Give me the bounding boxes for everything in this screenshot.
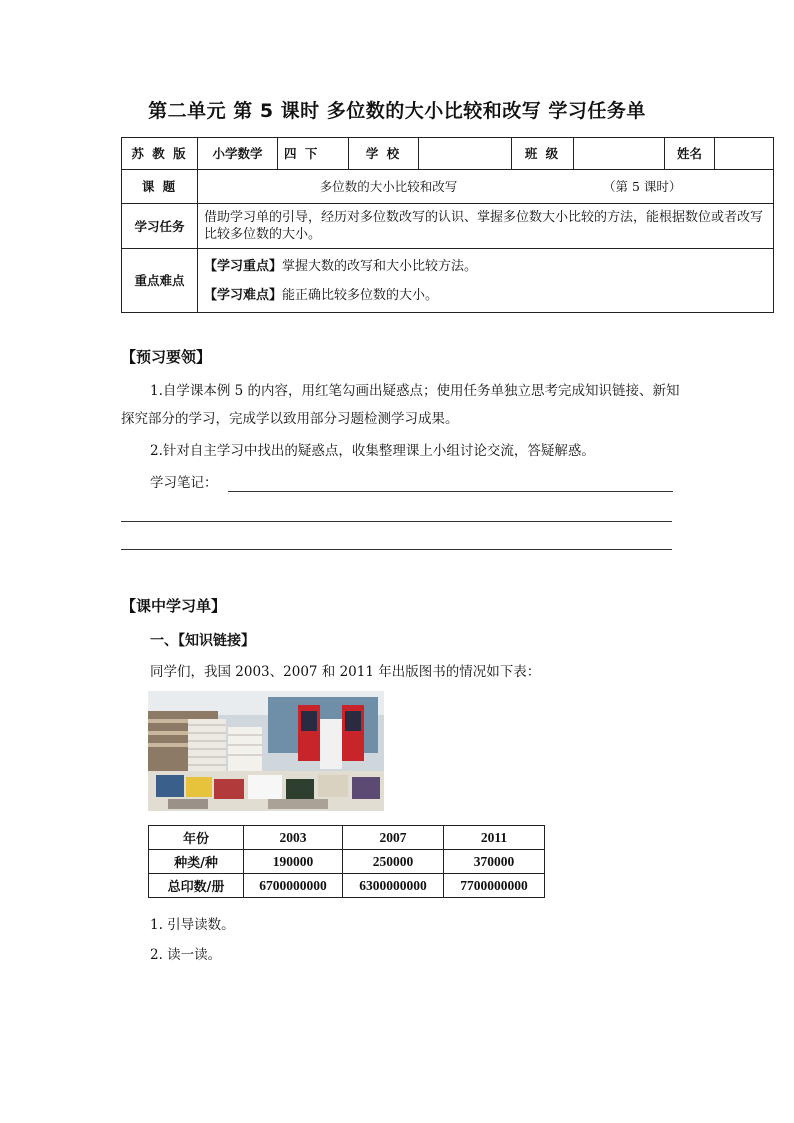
key-tag: 【学习重点】	[204, 259, 283, 274]
preview-item-2: 2.针对自主学习中找出的疑惑点，收集整理课上小组讨论交流，答疑解惑。	[150, 443, 595, 459]
edition-label: 苏 教 版	[122, 138, 198, 170]
table-cell: 370000	[444, 850, 545, 874]
school-field	[419, 138, 512, 170]
preview-heading: 【预习要领】	[121, 348, 212, 366]
step-1: 1. 引导读数。	[150, 917, 235, 933]
table-cell: 190000	[244, 850, 343, 874]
name-label: 姓名	[665, 138, 715, 170]
bookstore-illustration	[148, 691, 384, 811]
subject-value: 小学数学	[198, 138, 278, 170]
table-header-cell: 2007	[343, 826, 444, 850]
book-data-table	[148, 825, 545, 898]
difficulty-text: 能正确比较多位数的大小。	[282, 288, 439, 303]
key-cell	[198, 249, 774, 313]
class-field	[574, 138, 665, 170]
table-header-cell: 2003	[244, 826, 343, 850]
knowledge-link-heading: 一、【知识链接】	[150, 633, 255, 649]
lesson-value: （第 5 课时）	[602, 179, 682, 194]
table-cell: 250000	[343, 850, 444, 874]
bookstore-photo	[148, 691, 384, 811]
table-header-year: 年份	[149, 826, 244, 850]
page-title: 第二单元 第 5 课时 多位数的大小比较和改写 学习任务单	[148, 100, 646, 122]
row-label: 种类/种	[149, 850, 244, 874]
notes-label: 学习笔记：	[150, 475, 218, 491]
notes-line-3	[121, 549, 672, 550]
grade-value: 四 下	[278, 138, 349, 170]
task-label: 学习任务	[122, 204, 198, 249]
topic-cell	[198, 170, 774, 204]
table-cell: 7700000000	[444, 874, 545, 898]
preview-item-1: 1.自学课本例 5 的内容，用红笔勾画出疑惑点；使用任务单独立思考完成知识链接、新知探究部分的学习，完成学以致用部分习题检测学习成果。	[121, 383, 680, 427]
step-2: 2. 读一读。	[150, 947, 222, 963]
key-text: 掌握大数的改写和大小比较方法。	[282, 259, 478, 274]
topic-label: 课 题	[122, 170, 198, 204]
notes-line-2	[121, 521, 672, 522]
class-label: 班 级	[512, 138, 574, 170]
table-row	[149, 850, 545, 874]
table-cell: 6700000000	[244, 874, 343, 898]
row-label: 总印数/册	[149, 874, 244, 898]
key-label: 重点难点	[122, 249, 198, 313]
table-cell: 6300000000	[343, 874, 444, 898]
name-field	[715, 138, 774, 170]
info-table	[121, 137, 774, 313]
intro-text: 同学们，我国 2003、2007 和 2011 年出版图书的情况如下表：	[150, 664, 541, 680]
table-header-cell: 2011	[444, 826, 545, 850]
school-label: 学 校	[349, 138, 419, 170]
class-sheet-heading: 【课中学习单】	[121, 597, 227, 615]
topic-value: 多位数的大小比较和改写	[319, 179, 458, 194]
difficulty-tag: 【学习难点】	[204, 288, 283, 303]
notes-line-1	[228, 491, 673, 492]
task-value: 借助学习单的引导，经历对多位数改写的认识、掌握多位数大小比较的方法，能根据数位或者改写比较多位数的大小。	[198, 204, 774, 249]
table-row	[149, 874, 545, 898]
